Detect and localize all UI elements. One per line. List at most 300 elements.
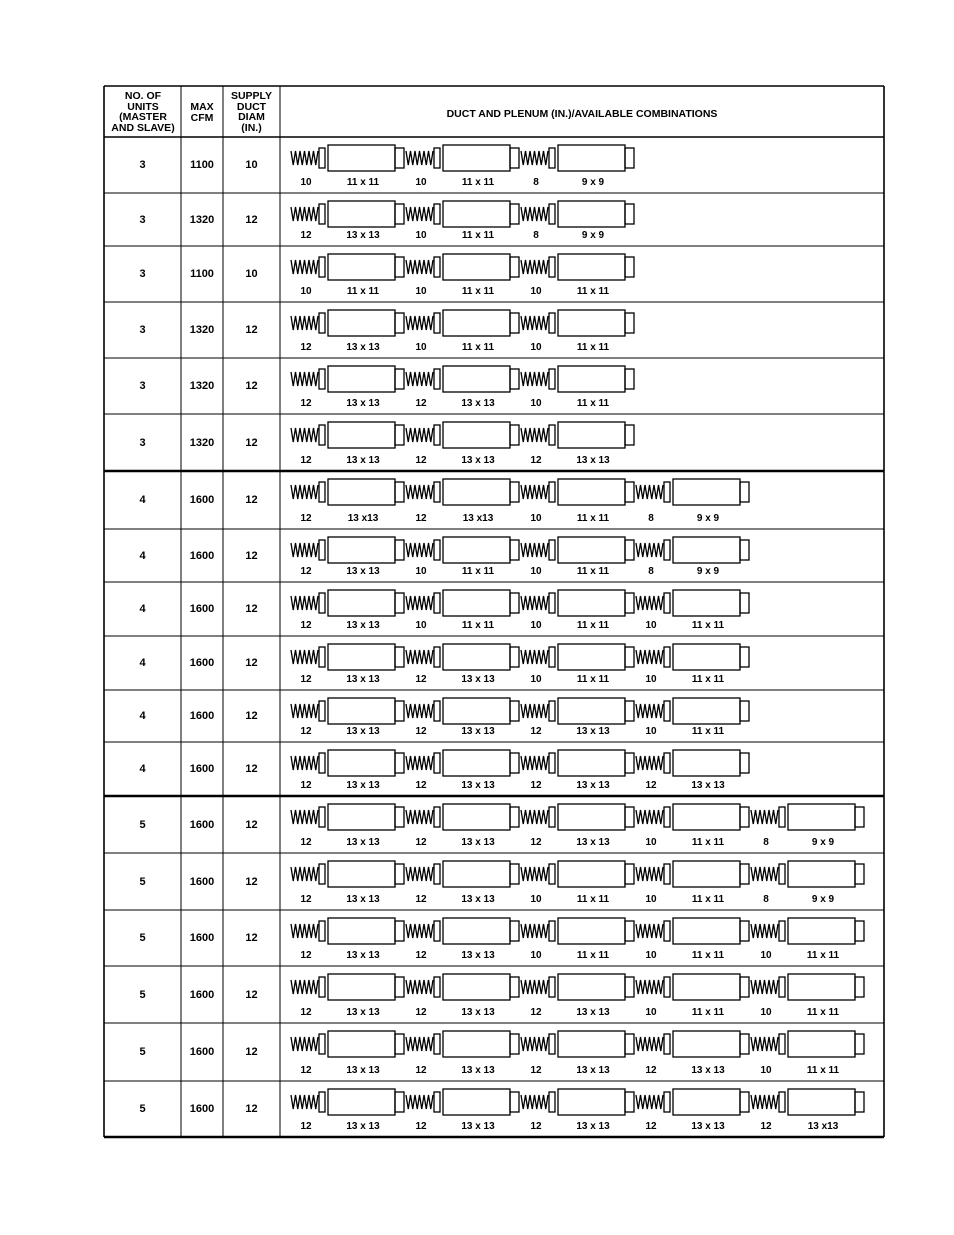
plenum-box <box>673 861 749 887</box>
plenum-box <box>673 479 749 505</box>
plenum-size-label: 11 x 11 <box>576 894 610 905</box>
plenum-size-label: 11 x 11 <box>461 566 495 577</box>
flex-connector <box>521 701 555 721</box>
plenum-size-label: 13 x 13 <box>461 950 495 961</box>
plenum-size-label: 13 x 13 <box>461 674 495 685</box>
max-cfm-cell: 1600 <box>189 603 215 615</box>
flex-connector <box>751 807 785 827</box>
combination-diagram <box>291 974 864 1000</box>
duct-size-label: 10 <box>645 1007 657 1018</box>
flex-connector <box>636 701 670 721</box>
plenum-box <box>788 974 864 1000</box>
duct-diam-cell: 12 <box>245 988 258 1001</box>
plenum-box <box>443 750 519 776</box>
flex-connector <box>406 647 440 667</box>
duct-size-label: 12 <box>415 513 427 524</box>
plenum-box <box>558 1031 634 1057</box>
plenum-size-label: 13 x 13 <box>346 566 380 577</box>
max-cfm-cell: 1600 <box>189 657 215 669</box>
flex-connector <box>751 1034 785 1054</box>
duct-diam-cell: 10 <box>245 268 258 280</box>
duct-size-label: 12 <box>645 1065 657 1076</box>
duct-size-label: 10 <box>760 950 772 961</box>
duct-size-label: 12 <box>300 513 312 524</box>
flex-connector <box>406 425 440 445</box>
combination-diagram <box>291 310 634 336</box>
duct-size-label: 12 <box>415 455 427 466</box>
duct-size-label: 8 <box>533 230 539 241</box>
units-cell: 5 <box>139 875 146 888</box>
duct-size-label: 12 <box>415 1007 427 1018</box>
plenum-box <box>328 918 404 944</box>
max-cfm-cell: 1100 <box>190 159 214 171</box>
plenum-size-label: 11 x 11 <box>576 398 610 409</box>
duct-size-label: 10 <box>645 620 657 631</box>
flex-connector <box>521 921 555 941</box>
plenum-size-label: 13 x 13 <box>576 726 610 737</box>
duct-size-label: 12 <box>645 780 657 791</box>
units-cell: 3 <box>139 213 146 226</box>
plenum-box <box>328 698 404 724</box>
flex-connector <box>406 593 440 613</box>
plenum-box <box>673 644 749 670</box>
duct-size-label: 12 <box>415 950 427 961</box>
duct-size-label: 10 <box>530 566 542 577</box>
duct-size-label: 12 <box>300 398 312 409</box>
duct-size-label: 12 <box>300 837 312 848</box>
units-cell: 4 <box>139 763 146 775</box>
combination-diagram <box>291 201 634 227</box>
duct-size-label: 10 <box>415 177 427 188</box>
plenum-size-label: 13 x13 <box>462 513 494 524</box>
plenum-size-label: 11 x 11 <box>576 620 610 631</box>
flex-connector <box>521 753 555 773</box>
combination-diagram <box>291 537 749 563</box>
plenum-box <box>328 750 404 776</box>
plenum-size-label: 11 x 11 <box>691 1007 725 1018</box>
flex-connector <box>636 977 670 997</box>
flex-connector <box>521 148 555 168</box>
plenum-box <box>328 310 404 336</box>
duct-diam-cell: 12 <box>245 932 258 944</box>
flex-connector <box>406 921 440 941</box>
duct-size-label: 12 <box>300 1007 312 1018</box>
plenum-size-label: 13 x 13 <box>461 1007 495 1018</box>
duct-size-label: 12 <box>530 780 542 791</box>
duct-size-label: 12 <box>530 837 542 848</box>
duct-size-label: 10 <box>530 950 542 961</box>
duct-size-label: 12 <box>300 950 312 961</box>
plenum-box <box>673 804 749 830</box>
duct-size-label: 12 <box>300 620 312 631</box>
flex-connector <box>636 753 670 773</box>
duct-size-label: 10 <box>530 398 542 409</box>
duct-size-label: 12 <box>645 1121 657 1132</box>
max-cfm-cell: 1600 <box>189 710 215 722</box>
units-cell: 5 <box>139 932 146 944</box>
flex-connector <box>406 204 440 224</box>
duct-diam-cell: 12 <box>245 213 258 226</box>
plenum-box <box>558 974 634 1000</box>
flex-connector <box>521 977 555 997</box>
plenum-size-label: 13 x 13 <box>461 1121 495 1132</box>
plenum-size-label: 13 x 13 <box>346 230 380 241</box>
flex-connector <box>521 425 555 445</box>
plenum-box <box>328 974 404 1000</box>
plenum-size-label: 11 x 11 <box>691 620 725 631</box>
plenum-size-label: 13 x 13 <box>576 455 610 466</box>
combination-diagram <box>291 1089 864 1115</box>
combination-diagram <box>291 479 749 505</box>
flex-connector <box>751 864 785 884</box>
units-cell: 4 <box>139 710 146 722</box>
flex-connector <box>291 540 325 560</box>
max-cfm-cell: 1320 <box>189 380 215 392</box>
plenum-box <box>788 1031 864 1057</box>
max-cfm-cell: 1600 <box>189 494 215 506</box>
plenum-size-label: 13 x 13 <box>346 398 380 409</box>
flex-connector <box>751 977 785 997</box>
flex-connector <box>406 313 440 333</box>
flex-connector <box>636 647 670 667</box>
plenum-size-label: 13 x 13 <box>691 780 725 791</box>
duct-size-label: 10 <box>645 674 657 685</box>
duct-size-label: 12 <box>415 1121 427 1132</box>
plenum-box <box>558 644 634 670</box>
plenum-box <box>443 974 519 1000</box>
duct-size-label: 10 <box>760 1007 772 1018</box>
max-cfm-cell: 1600 <box>189 763 215 775</box>
plenum-box <box>443 1089 519 1115</box>
plenum-size-label: 13 x 13 <box>346 950 380 961</box>
combination-diagram <box>291 1031 864 1057</box>
plenum-size-label: 9 x 9 <box>811 837 835 848</box>
max-cfm-cell: 1320 <box>189 436 215 449</box>
duct-size-label: 10 <box>415 230 427 241</box>
duct-size-label: 8 <box>763 837 769 848</box>
max-cfm-cell: 1100 <box>190 268 214 280</box>
duct-size-label: 8 <box>648 566 654 577</box>
header-max-cfm: MAX CFM <box>190 101 214 124</box>
duct-size-label: 10 <box>415 620 427 631</box>
units-cell: 4 <box>139 494 146 506</box>
flex-connector <box>521 807 555 827</box>
plenum-box <box>673 1089 749 1115</box>
plenum-size-label: 13 x 13 <box>461 726 495 737</box>
flex-connector <box>291 753 325 773</box>
units-cell: 4 <box>139 657 146 669</box>
duct-size-label: 12 <box>300 674 312 685</box>
plenum-box <box>443 698 519 724</box>
plenum-box <box>443 254 519 280</box>
max-cfm-cell: 1320 <box>189 324 215 336</box>
plenum-box <box>443 366 519 392</box>
plenum-size-label: 13 x 13 <box>461 398 495 409</box>
plenum-box <box>443 804 519 830</box>
plenum-size-label: 13 x 13 <box>576 1007 610 1018</box>
units-cell: 5 <box>139 1046 146 1058</box>
plenum-box <box>788 861 864 887</box>
flex-connector <box>751 1092 785 1112</box>
combination-diagram <box>291 366 634 392</box>
plenum-size-label: 13 x 13 <box>691 1065 725 1076</box>
plenum-box <box>788 918 864 944</box>
duct-diam-cell: 12 <box>245 710 258 722</box>
plenum-box <box>328 1031 404 1057</box>
flex-connector <box>521 647 555 667</box>
duct-size-label: 12 <box>300 894 312 905</box>
plenum-size-label: 9 x 9 <box>581 230 605 241</box>
units-cell: 4 <box>139 603 146 615</box>
flex-connector <box>521 864 555 884</box>
duct-size-label: 10 <box>645 837 657 848</box>
max-cfm-cell: 1320 <box>189 213 215 226</box>
plenum-size-label: 13 x 13 <box>461 894 495 905</box>
plenum-size-label: 11 x 11 <box>461 620 495 631</box>
flex-connector <box>636 540 670 560</box>
plenum-size-label: 11 x 11 <box>346 286 380 297</box>
plenum-box <box>443 310 519 336</box>
duct-size-label: 12 <box>300 1121 312 1132</box>
plenum-box <box>673 698 749 724</box>
flex-connector <box>406 540 440 560</box>
plenum-box <box>443 422 519 448</box>
plenum-box <box>558 1089 634 1115</box>
duct-size-label: 8 <box>533 177 539 188</box>
duct-size-label: 10 <box>415 286 427 297</box>
plenum-box <box>558 254 634 280</box>
combination-diagram <box>291 422 634 448</box>
duct-diam-cell: 12 <box>245 1046 258 1058</box>
plenum-box <box>558 422 634 448</box>
plenum-box <box>328 422 404 448</box>
flex-connector <box>291 1092 325 1112</box>
flex-connector <box>406 864 440 884</box>
duct-diam-cell: 12 <box>245 436 258 449</box>
plenum-size-label: 11 x 11 <box>461 286 495 297</box>
plenum-box <box>328 644 404 670</box>
plenum-size-label: 13 x 13 <box>576 837 610 848</box>
duct-size-label: 12 <box>415 894 427 905</box>
duct-size-label: 10 <box>530 620 542 631</box>
duct-diam-cell: 12 <box>245 494 258 506</box>
duct-size-label: 8 <box>763 894 769 905</box>
duct-diam-cell: 12 <box>245 380 258 392</box>
flex-connector <box>636 921 670 941</box>
plenum-box <box>558 366 634 392</box>
plenum-box <box>328 366 404 392</box>
plenum-box <box>328 145 404 171</box>
duct-size-label: 10 <box>300 177 312 188</box>
combination-diagram <box>291 145 634 171</box>
plenum-box <box>673 918 749 944</box>
flex-connector <box>521 593 555 613</box>
max-cfm-cell: 1600 <box>189 875 215 888</box>
duct-size-label: 12 <box>760 1121 772 1132</box>
plenum-box <box>328 1089 404 1115</box>
plenum-size-label: 11 x 11 <box>691 894 725 905</box>
plenum-box <box>558 698 634 724</box>
flex-connector <box>521 482 555 502</box>
plenum-size-label: 13 x 13 <box>576 780 610 791</box>
plenum-box <box>443 644 519 670</box>
max-cfm-cell: 1600 <box>189 1103 215 1115</box>
flex-connector <box>291 425 325 445</box>
plenum-size-label: 13 x 13 <box>346 674 380 685</box>
duct-size-label: 10 <box>530 342 542 353</box>
flex-connector <box>636 482 670 502</box>
units-cell: 3 <box>139 268 146 280</box>
plenum-size-label: 9 x 9 <box>581 177 605 188</box>
combination-diagram <box>291 804 864 830</box>
max-cfm-cell: 1600 <box>189 818 215 831</box>
plenum-box <box>673 590 749 616</box>
units-cell: 3 <box>139 324 146 336</box>
plenum-size-label: 11 x 11 <box>461 342 495 353</box>
combination-diagram <box>291 918 864 944</box>
flex-connector <box>636 807 670 827</box>
combination-diagram <box>291 698 749 724</box>
duct-size-label: 10 <box>415 566 427 577</box>
plenum-size-label: 13 x 13 <box>346 894 380 905</box>
plenum-size-label: 11 x 11 <box>691 837 725 848</box>
duct-size-label: 12 <box>415 1065 427 1076</box>
duct-size-label: 12 <box>300 780 312 791</box>
plenum-size-label: 13 x 13 <box>346 342 380 353</box>
flex-connector <box>636 1034 670 1054</box>
plenum-box <box>558 479 634 505</box>
plenum-size-label: 13 x 13 <box>461 837 495 848</box>
header-combinations: DUCT AND PLENUM (IN.)/AVAILABLE COMBINATIONS <box>446 108 718 120</box>
duct-size-label: 12 <box>300 230 312 241</box>
plenum-box <box>443 479 519 505</box>
duct-size-label: 12 <box>415 674 427 685</box>
plenum-size-label: 13 x 13 <box>346 1065 380 1076</box>
duct-size-label: 8 <box>648 513 654 524</box>
flex-connector <box>291 701 325 721</box>
duct-size-label: 12 <box>530 1121 542 1132</box>
plenum-size-label: 13 x 13 <box>346 780 380 791</box>
flex-connector <box>291 313 325 333</box>
combination-diagram <box>291 254 634 280</box>
plenum-size-label: 13 x 13 <box>346 620 380 631</box>
plenum-size-label: 11 x 11 <box>461 177 495 188</box>
flex-connector <box>291 257 325 277</box>
plenum-box <box>443 918 519 944</box>
plenum-box <box>443 590 519 616</box>
duct-diam-cell: 10 <box>245 159 258 171</box>
plenum-size-label: 11 x 11 <box>576 950 610 961</box>
duct-size-label: 12 <box>415 780 427 791</box>
plenum-size-label: 11 x 11 <box>461 230 495 241</box>
plenum-box <box>558 201 634 227</box>
plenum-size-label: 9 x 9 <box>811 894 835 905</box>
plenum-size-label: 13 x 13 <box>461 455 495 466</box>
plenum-box <box>328 804 404 830</box>
plenum-box <box>328 479 404 505</box>
max-cfm-cell: 1600 <box>189 932 215 944</box>
plenum-size-label: 9 x 9 <box>696 566 720 577</box>
flex-connector <box>521 313 555 333</box>
flex-connector <box>291 864 325 884</box>
duct-size-label: 12 <box>300 1065 312 1076</box>
flex-connector <box>406 977 440 997</box>
plenum-box <box>558 918 634 944</box>
plenum-box <box>328 861 404 887</box>
plenum-box <box>328 537 404 563</box>
plenum-box <box>788 1089 864 1115</box>
plenum-box <box>788 804 864 830</box>
plenum-box <box>328 590 404 616</box>
combination-diagram <box>291 750 749 776</box>
plenum-size-label: 11 x 11 <box>691 674 725 685</box>
flex-connector <box>291 647 325 667</box>
combination-diagram <box>291 590 749 616</box>
plenum-size-label: 11 x 11 <box>691 726 725 737</box>
flex-connector <box>291 369 325 389</box>
flex-connector <box>521 540 555 560</box>
flex-connector <box>521 204 555 224</box>
duct-size-label: 10 <box>760 1065 772 1076</box>
duct-size-label: 12 <box>415 837 427 848</box>
plenum-box <box>558 145 634 171</box>
plenum-box <box>328 254 404 280</box>
flex-connector <box>291 1034 325 1054</box>
flex-connector <box>291 977 325 997</box>
units-cell: 5 <box>139 1103 146 1115</box>
plenum-size-label: 11 x 11 <box>576 566 610 577</box>
max-cfm-cell: 1600 <box>189 1046 215 1058</box>
plenum-size-label: 13 x 13 <box>691 1121 725 1132</box>
header-supply-duct-diam: SUPPLY DUCT DIAM (IN.) <box>230 90 273 134</box>
plenum-size-label: 11 x 11 <box>806 1007 840 1018</box>
plenum-size-label: 11 x 11 <box>576 674 610 685</box>
flex-connector <box>406 148 440 168</box>
duct-diam-cell: 12 <box>245 1103 258 1115</box>
flex-connector <box>636 864 670 884</box>
duct-size-label: 10 <box>530 894 542 905</box>
duct-diam-cell: 12 <box>245 549 258 562</box>
duct-size-label: 10 <box>530 286 542 297</box>
flex-connector <box>406 753 440 773</box>
plenum-box <box>558 537 634 563</box>
plenum-box <box>558 804 634 830</box>
duct-size-label: 10 <box>530 513 542 524</box>
duct-diam-cell: 12 <box>245 657 258 669</box>
flex-connector <box>406 369 440 389</box>
plenum-size-label: 13 x 13 <box>346 726 380 737</box>
plenum-size-label: 13 x13 <box>807 1121 839 1132</box>
units-cell: 3 <box>139 159 146 171</box>
plenum-size-label: 13 x 13 <box>346 1121 380 1132</box>
plenum-box <box>673 974 749 1000</box>
units-cell: 3 <box>139 436 146 449</box>
plenum-box <box>443 537 519 563</box>
flex-connector <box>521 369 555 389</box>
plenum-box <box>558 310 634 336</box>
duct-size-label: 10 <box>530 674 542 685</box>
plenum-size-label: 11 x 11 <box>806 950 840 961</box>
plenum-box <box>673 537 749 563</box>
flex-connector <box>291 921 325 941</box>
plenum-size-label: 13 x 13 <box>346 1007 380 1018</box>
plenum-size-label: 13 x 13 <box>576 1065 610 1076</box>
plenum-size-label: 13 x 13 <box>346 455 380 466</box>
flex-connector <box>636 1092 670 1112</box>
duct-size-label: 10 <box>645 950 657 961</box>
plenum-box <box>558 590 634 616</box>
duct-size-label: 12 <box>300 726 312 737</box>
